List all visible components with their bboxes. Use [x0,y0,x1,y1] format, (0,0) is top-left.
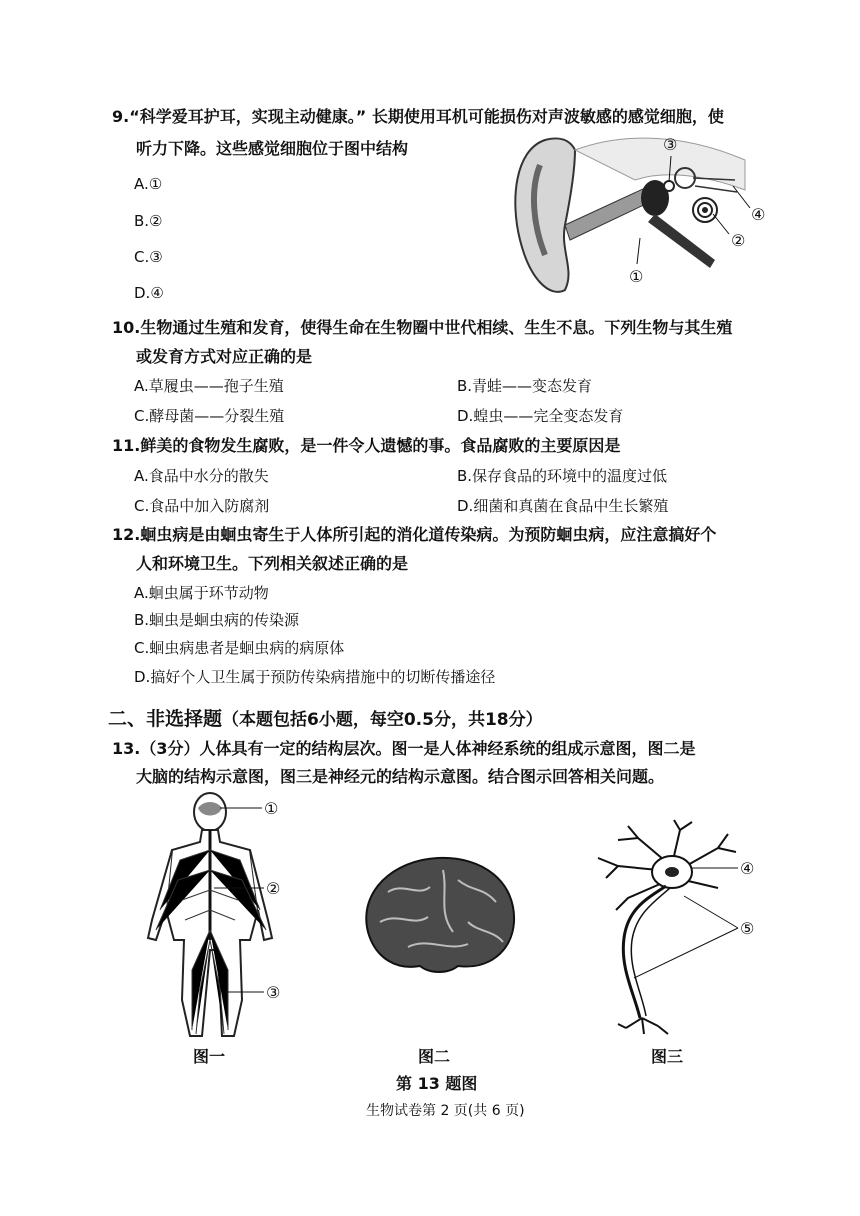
ear-label-4: ④ [751,205,766,224]
ear-label-2: ② [731,231,746,250]
caption-fig3: 图三 [651,1047,684,1066]
q10-option-a: A.草履虫——孢子生殖 [134,377,284,395]
section-heading [108,704,543,731]
q13-line1: 13.（3分）人体具有一定的结构层次。图一是人体神经系统的组成示意图，图二是 [112,739,696,758]
q9-option-b: B.② [134,212,163,230]
q12-line1: 12.蛔虫病是由蛔虫寄生于人体所引起的消化道传染病。为预防蛔虫病，应注意搞好个 [112,525,717,544]
q9-line2: 听力下降。这些感觉细胞位于图中结构 [136,139,409,158]
neuron-figure [588,818,778,1038]
q11-option-a: A.食品中水分的散失 [134,467,269,485]
q10-line1: 10.生物通过生殖和发育，使得生命在生物圈中世代相续、生生不息。下列生物与其生殖 [112,318,733,337]
fig1-label-3: ③ [266,983,281,1002]
fig1-label-2: ② [266,879,281,898]
q12-line2: 人和环境卫生。下列相关叙述正确的是 [136,554,409,573]
fig3-label-5: ⑤ [740,919,755,938]
q11-line1: 11.鲜美的食物发生腐败，是一件令人遗憾的事。食品腐败的主要原因是 [112,436,621,455]
figure-title: 第 13 题图 [396,1074,478,1093]
q12-option-d: D.搞好个人卫生属于预防传染病措施中的切断传播途径 [134,668,496,686]
q9-option-c: C.③ [134,248,163,266]
q12-option-c: C.蛔虫病患者是蛔虫病的病原体 [134,639,345,657]
q9-option-d: D.④ [134,284,164,302]
q11-option-d: D.细菌和真菌在食品中生长繁殖 [457,497,669,515]
fig1-label-1: ① [264,799,279,818]
q10-option-d: D.蝗虫——完全变态发育 [457,407,624,425]
nervous-system-figure [130,790,305,1050]
q12-option-a: A.蛔虫属于环节动物 [134,584,269,602]
q10-line2: 或发育方式对应正确的是 [136,347,313,366]
page-footer: 生物试卷第 2 页(共 6 页) [366,1103,525,1119]
q11-option-b: B.保存食品的环境中的温度过低 [457,467,668,485]
ear-label-3: ③ [663,135,678,154]
q11-option-c: C.食品中加入防腐剂 [134,497,270,515]
section-title: 二、非选择题 [108,708,223,730]
q9-option-a: A.① [134,175,163,193]
ear-label-1: ① [629,267,644,286]
q13-line2: 大脑的结构示意图，图三是神经元的结构示意图。结合图示回答相关问题。 [136,767,665,786]
ear-diagram [505,130,795,305]
caption-fig2: 图二 [418,1047,451,1066]
section-subtitle: （本题包括6小题，每空0.5分，共18分） [222,710,543,730]
caption-fig1: 图一 [193,1047,226,1066]
q10-option-b: B.青蛙——变态发育 [457,377,593,395]
q12-option-b: B.蛔虫是蛔虫病的传染源 [134,611,300,629]
q10-option-c: C.酵母菌——分裂生殖 [134,407,285,425]
q9-line1: 9.“科学爱耳护耳，实现主动健康。” 长期使用耳机可能损伤对声波敏感的感觉细胞，使 [112,107,724,126]
fig3-label-4: ④ [740,859,755,878]
brain-figure [358,852,518,977]
